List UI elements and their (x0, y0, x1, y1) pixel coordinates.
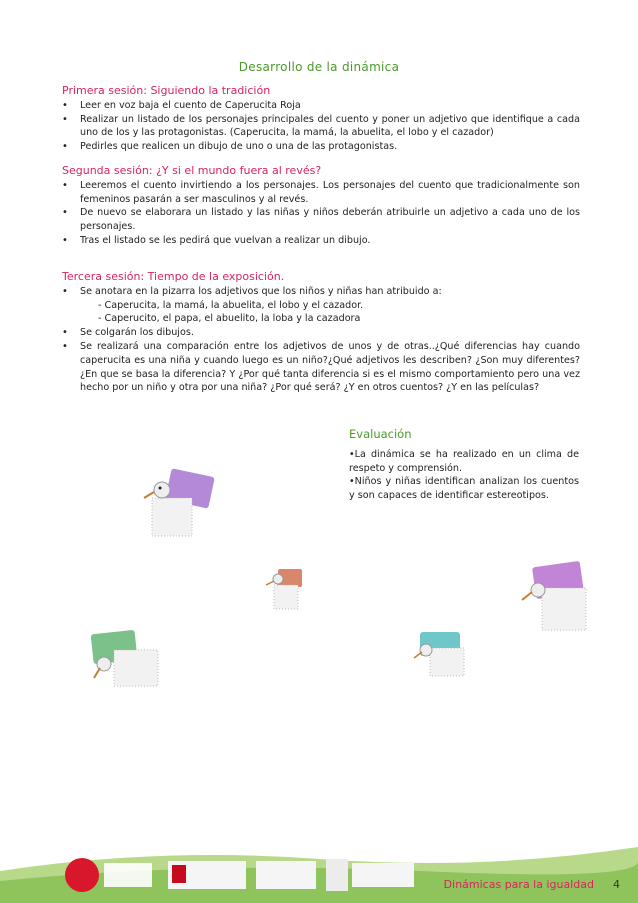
list-item: • Realizar un listado de los personajes principales del cuento y poner un adjetivo que identifique a cada uno de los y las protagonistas. (Caperucita, la mamá, la abuelita, el lobo y el cazador) (62, 113, 580, 141)
evaluation-box (349, 428, 579, 503)
bird-illustration (262, 565, 312, 613)
list-item: • Leeremos el cuento invirtiendo a los personajes. Los personajes del cuento que tradicionalmente son femeninos pasarán a ser masculinos y al revés. (62, 179, 580, 207)
section-2 (62, 164, 580, 248)
evaluation-point: •Niños y niñas identifican analizan los cuentos y son capaces de identificar estereotipos. (349, 476, 579, 502)
evaluation-heading: Evaluación (349, 427, 412, 441)
footer-title: Dinámicas para la igualdad (443, 878, 594, 891)
page-title: Desarrollo de la dinámica (238, 60, 400, 74)
list-item (62, 285, 580, 326)
bird-illustration (410, 628, 470, 680)
bird-illustration (138, 468, 228, 548)
sponsor-logos (60, 855, 440, 895)
section-3-heading: Tercera sesión: Tiempo de la exposición. (62, 270, 285, 283)
section-1-heading: Primera sesión: Siguiendo la tradición (62, 84, 271, 97)
list-item-text: Se anotara en la pizarra los adjetivos que los niños y niñas han atribuido a: (80, 285, 442, 297)
sub-item: - Caperucita, la mamá, la abuelita, el lobo y el cazador. (98, 299, 364, 311)
sub-item: - Caperucito, el papa, el abuelito, la loba y la cazadora (98, 313, 361, 325)
section-1 (62, 84, 580, 154)
bird-illustration (86, 628, 166, 690)
section-2-heading: Segunda sesión: ¿Y si el mundo fuera al revés? (62, 164, 322, 177)
list-item: • Pedirles que realicen un dibujo de uno o una de las protagonistas. (62, 140, 580, 154)
list-item: • De nuevo se elaborara un listado y las niñas y niños deberán atribuirle un adjetivo a cada uno de los personajes. (62, 206, 580, 234)
bird-illustration (520, 560, 598, 638)
list-item: • Se colgarán los dibujos. (62, 326, 580, 340)
evaluation-point: •La dinámica se ha realizado en un clima de respeto y comprensión. (349, 448, 579, 474)
section-3 (62, 270, 580, 395)
list-item: • Leer en voz baja el cuento de Caperucita Roja (62, 99, 580, 113)
list-item: • Tras el listado se les pedirá que vuelvan a realizar un dibujo. (62, 234, 580, 248)
page-number: 4 (613, 878, 620, 891)
list-item: • Se realizará una comparación entre los adjetivos de unos y de otras..¿Qué diferencias hay cuando caperucita es una niña y cuando luego es un niño?¿Qué adjetivos les describen? ¿Son muy diferentes? ¿En que se basa la diferencia? Y ¿Por qué tanta diferencia si es el mismo comportamiento pero una vez hecho por un niño y otra por una niña? ¿Por qué será? ¿Y en otros cuentos? ¿Y en las películas? (62, 340, 580, 395)
